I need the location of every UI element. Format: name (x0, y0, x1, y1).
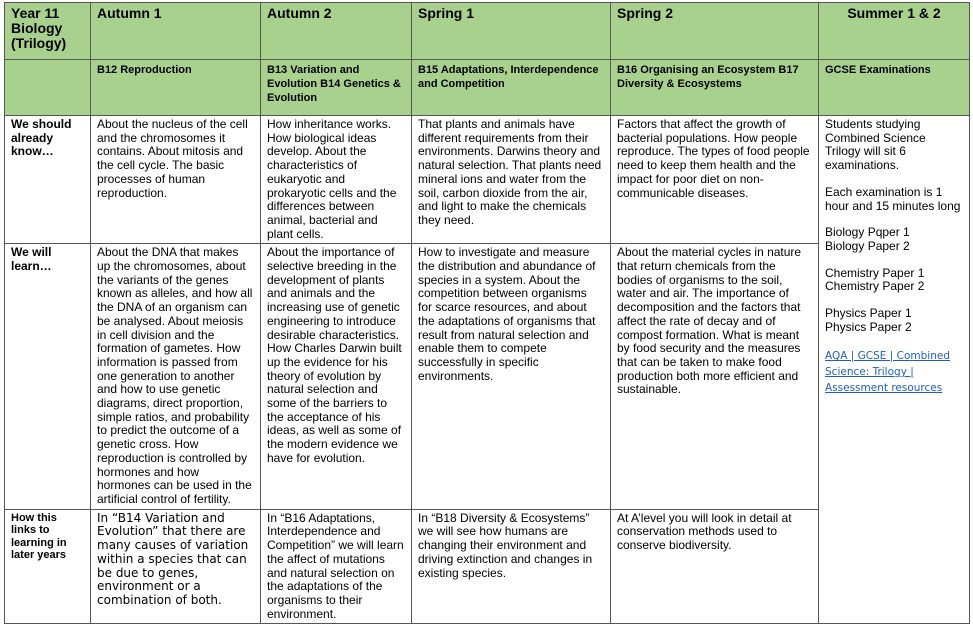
term-autumn-2: Autumn 2 (261, 3, 412, 60)
future-links-autumn-1: In “B14 Variation and Evolution” that there are many causes of variation within a species that can be due to genes, environment or a combination of both. (91, 509, 261, 624)
learning-autumn-2: About the importance of selective breeding in the development of plants and animals and the increasing use of genetic engineering to introduce desirable characteristics. How Charles Darwin built up the evidence for his theory of evolution by natural selection and some of the barriers to the acceptance of his ideas, as well as some of the modern evidence we have for evolution. (261, 244, 412, 509)
learning-label: We will learn… (5, 244, 91, 509)
curriculum-table (4, 2, 970, 624)
learning-spring-1: How to investigate and measure the distribution and abundance of species in a system. About the competition between organisms for scarce resources, and about the adaptations of organisms that result from natural selection and enable them to compete successfully in specific environments. (412, 244, 611, 509)
aqa-assessment-link[interactable]: AQA | GCSE | Combined Science: Trilogy | Assessment resources (825, 350, 950, 395)
exam-paper-physics-2: Physics Paper 2 (825, 319, 912, 334)
exam-paper-physics-1: Physics Paper 1 (825, 306, 912, 321)
unit-row (5, 60, 970, 116)
term-spring-1: Spring 1 (412, 3, 611, 60)
term-spring-2: Spring 2 (611, 3, 819, 60)
learning-spring-2: About the material cycles in nature that return chemicals from the bodies of organisms to the soil, water and air. The importance of decomposition and the factors that affect the rate of decay and of compost formation. What is meant by food security and the measures that can be taken to make food production both more efficient and sustainable. (611, 244, 819, 509)
summer-exams-cell (819, 116, 970, 624)
future-links-spring-1: In “B18 Diversity & Ecosystems” we will see how humans are changing their environment and driving extinction and changes in existing species. (412, 509, 611, 624)
exam-duration: Each examination is 1 hour and 15 minutes long (825, 184, 961, 213)
prior-knowledge-label: We should already know… (5, 116, 91, 244)
prior-knowledge-autumn-1: About the nucleus of the cell and the chromosomes it contains. About mitosis and the cell cycle. The basic processes of human reproduction. (91, 116, 261, 244)
unit-autumn-1: B12 Reproduction (91, 60, 261, 116)
term-summer: Summer 1 & 2 (819, 3, 970, 60)
learning-autumn-1: About the DNA that makes up the chromosomes, about the variants of the genes known as alleles, and how all the DNA of an organism can be analysed. About meiosis in cell division and the formation of gametes. How information is passed from one generation to another and how to use genetic diagrams, direct proportion, simple ratios, and probability to predict the outcome of a genetic cross. How reproduction is controlled by hormones and how hormones can be used in the artificial control of fertility. (91, 244, 261, 509)
exam-intro: Students studying Combined Science Trilogy will sit 6 examinations. (825, 117, 926, 173)
unit-summer: GCSE Examinations (819, 60, 970, 116)
prior-knowledge-row (5, 116, 970, 244)
term-header-row (5, 3, 970, 60)
prior-knowledge-spring-1: That plants and animals have different requirements from their environments. Darwins theory and natural selection. That plants need mineral ions and water from the soil, carbon dioxide from the air, and light to make the chemicals they need. (412, 116, 611, 244)
term-autumn-1: Autumn 1 (91, 3, 261, 60)
unit-autumn-2: B13 Variation and Evolution B14 Genetics & Evolution (261, 60, 412, 116)
unit-spring-2: B16 Organising an Ecosystem B17 Diversity & Ecosystems (611, 60, 819, 116)
unit-corner (5, 60, 91, 116)
future-links-label: How this links to learning in later years (5, 509, 91, 624)
future-links-autumn-2: In “B16 Adaptations, Interdependence and Competition” we will learn the affect of mutations and natural selection on the adaptations of the organisms to their environment. (261, 509, 412, 624)
exam-paper-chemistry-1: Chemistry Paper 1 (825, 265, 925, 280)
prior-knowledge-autumn-2: How inheritance works. How biological ideas develop. About the characteristics of eukaryotic and prokaryotic cells and the differences between animal, bacterial and plant cells. (261, 116, 412, 244)
future-links-spring-2: At A’level you will look in detail at conservation methods used to conserve biodiversity. (611, 509, 819, 624)
exam-paper-biology-2: Biology Paper 2 (825, 238, 910, 253)
exam-paper-chemistry-2: Chemistry Paper 2 (825, 279, 925, 294)
exam-paper-biology-1: Biology Pqper 1 (825, 225, 910, 240)
year-title: Year 11 Biology (Trilogy) (5, 3, 91, 60)
prior-knowledge-spring-2: Factors that affect the growth of bacterial populations. How people reproduce. The types of food people need to keep them health and the impact for poor diet on non-communicable diseases. (611, 116, 819, 244)
unit-spring-1: B15 Adaptations, Interdependence and Competition (412, 60, 611, 116)
